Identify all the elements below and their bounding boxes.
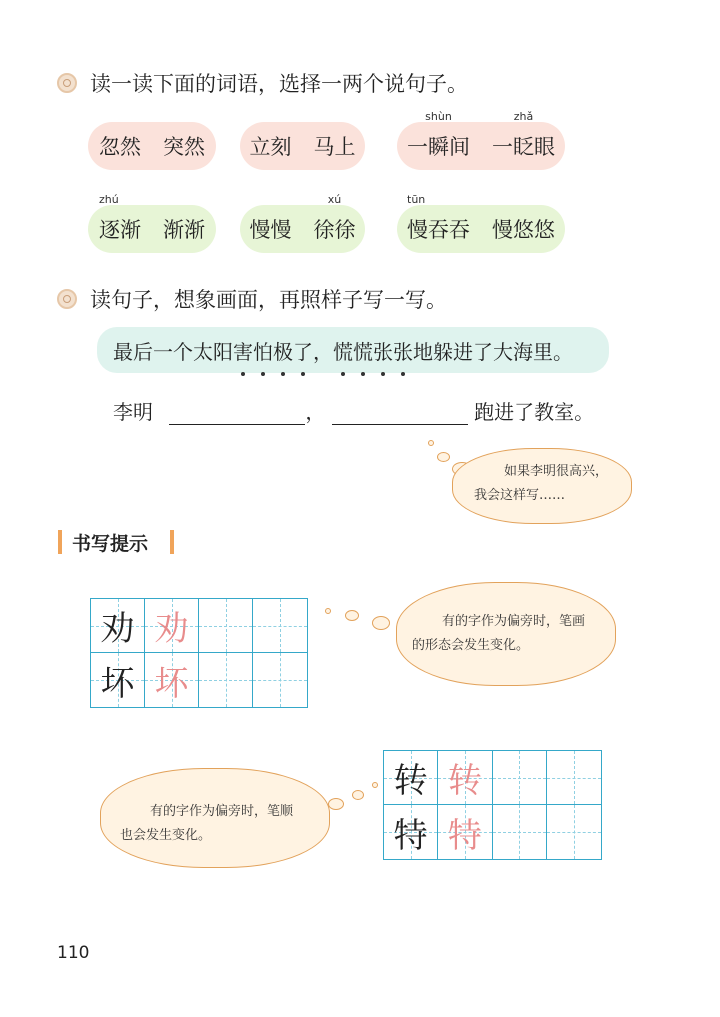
thought-bubble-dot xyxy=(372,782,378,788)
tip-bar-right xyxy=(170,530,174,554)
grid-cell[interactable] xyxy=(253,653,307,707)
grid-cell[interactable] xyxy=(145,653,199,707)
emphasized-char: 害 xyxy=(233,339,253,364)
thought-bubble-dot xyxy=(428,440,434,446)
cloud-text: 有的字作为偏旁时，笔顺 也会发生变化。 xyxy=(120,804,294,843)
emphasized-char: 慌 xyxy=(333,339,353,364)
word-pill xyxy=(88,122,216,170)
cloud-text: 如果李明很高兴， 我会这样写…… xyxy=(474,464,609,503)
word: 渐渐 xyxy=(163,218,205,242)
thought-bubble-dot xyxy=(325,608,331,614)
word: 立刻 xyxy=(249,135,292,159)
emphasized-phrase xyxy=(233,336,313,365)
thought-bubble-dot xyxy=(345,610,359,621)
emphasized-char: 张 xyxy=(393,339,413,364)
word: shùn 一瞬间 xyxy=(407,110,470,159)
word-pill xyxy=(88,193,216,253)
grid-cell[interactable] xyxy=(384,805,438,859)
grid-cell[interactable] xyxy=(438,751,492,805)
word-pill xyxy=(240,193,365,253)
word: 慢悠悠 xyxy=(492,218,555,242)
tracing-character: 劝 xyxy=(154,609,189,649)
grid-cell[interactable] xyxy=(493,805,547,859)
question-icon xyxy=(57,73,77,93)
word-pill xyxy=(397,110,565,170)
subject: 李明 xyxy=(113,400,153,424)
blank-1[interactable] xyxy=(169,404,305,425)
grid-cell[interactable] xyxy=(438,805,492,859)
tip-title: 书写提示 xyxy=(72,533,149,555)
thought-bubble-dot xyxy=(437,452,450,462)
cloud-text: 有的字作为偏旁时，笔画 的形态会发生变化。 xyxy=(412,614,586,653)
model-character: 劝 xyxy=(100,609,135,649)
word: 马上 xyxy=(313,135,356,159)
emphasized-char: 张 xyxy=(373,339,393,364)
writing-grid xyxy=(90,598,308,708)
question-2-text: 读句子，想象画面，再照样子写一写。 xyxy=(90,288,447,312)
grid-cell[interactable] xyxy=(493,751,547,805)
thought-bubble-dot xyxy=(352,790,364,800)
writing-grid xyxy=(383,750,602,860)
word-pill xyxy=(240,122,365,170)
model-character: 转 xyxy=(393,761,428,801)
grid-cell[interactable] xyxy=(199,599,253,653)
fill-in-line: 李明 ， 跑进了教室。 xyxy=(113,400,595,424)
word: 突然 xyxy=(163,135,205,159)
word: zhú 逐渐 xyxy=(99,193,141,242)
word: 慢慢 xyxy=(249,218,292,242)
grid-cell[interactable] xyxy=(253,599,307,653)
thought-bubble-dot xyxy=(372,616,390,630)
thought-bubble-dot xyxy=(328,798,344,810)
question-icon xyxy=(57,289,77,309)
emphasized-char: 了 xyxy=(293,339,313,364)
blank-2[interactable] xyxy=(332,404,468,425)
model-character: 特 xyxy=(393,815,428,856)
emphasized-char: 极 xyxy=(273,339,293,364)
grid-cell[interactable] xyxy=(384,751,438,805)
tracing-character: 坏 xyxy=(154,663,189,704)
word: tūn 慢吞吞 xyxy=(407,193,470,242)
question-1-text: 读一读下面的词语，选择一两个说句子。 xyxy=(90,72,468,96)
word: xú 徐徐 xyxy=(313,193,356,242)
grid-cell[interactable] xyxy=(91,653,145,707)
emphasized-char: 慌 xyxy=(353,339,373,364)
grid-cell[interactable] xyxy=(547,751,601,805)
word-pill xyxy=(397,193,565,253)
tracing-character: 转 xyxy=(447,761,482,801)
grid-cell[interactable] xyxy=(91,599,145,653)
grid-cell[interactable] xyxy=(199,653,253,707)
page-number: 110 xyxy=(57,943,90,963)
word: zhǎ 一眨眼 xyxy=(492,110,555,159)
emphasized-phrase xyxy=(333,336,413,365)
emphasized-char: 怕 xyxy=(253,339,273,364)
tracing-character: 特 xyxy=(447,815,482,856)
grid-cell[interactable] xyxy=(145,599,199,653)
model-character: 坏 xyxy=(100,663,135,704)
example-sentence: 最后一个太阳 害怕极了 ， 慌慌张张 地躲进了大海里。 xyxy=(97,327,609,373)
tip-bar-left xyxy=(58,530,62,554)
word: 忽然 xyxy=(99,135,141,159)
grid-cell[interactable] xyxy=(547,805,601,859)
